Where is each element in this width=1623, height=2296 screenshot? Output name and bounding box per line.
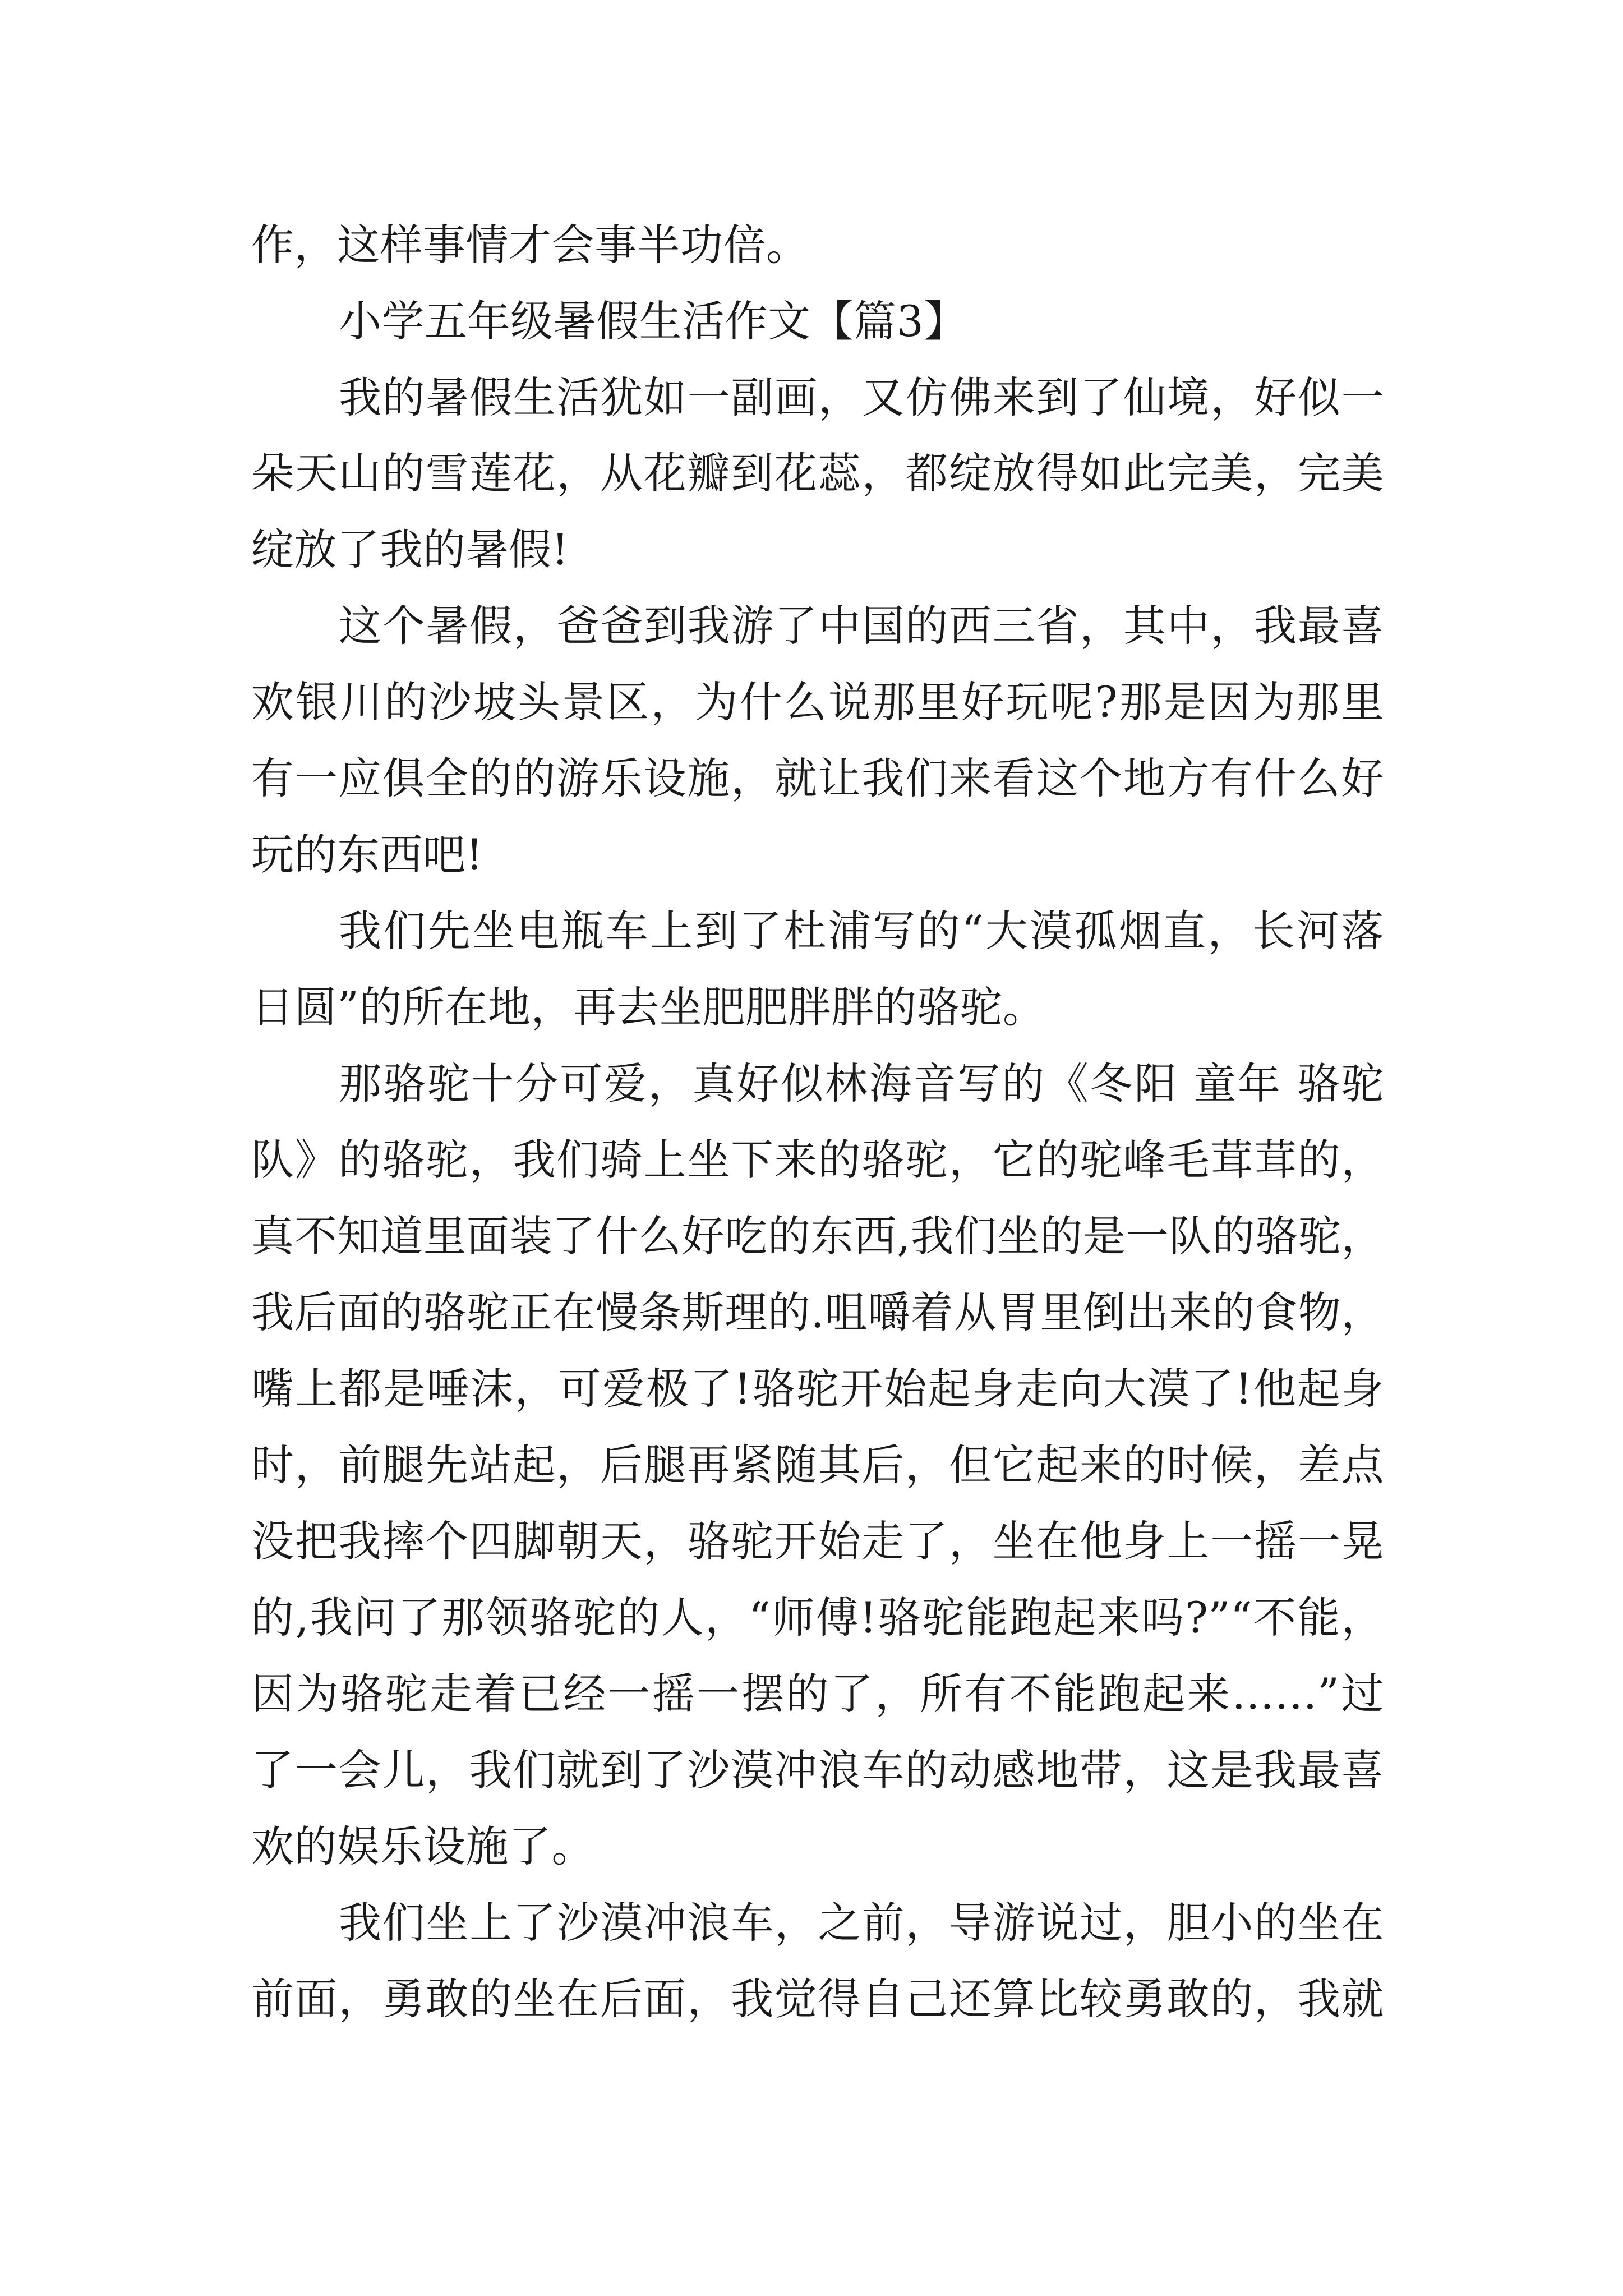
text-line: 真不知道里面装了什么好吃的东西,我们坐的是一队的骆驼， <box>251 1211 1384 1261</box>
text-line: 没把我摔个四脚朝天，骆驼开始走了，坐在他身上一摇一晃 <box>251 1516 1384 1566</box>
text-line: 我的暑假生活犹如一副画，又仿佛来到了仙境，好似一 <box>339 372 1384 422</box>
text-line: 朵天山的雪莲花，从花瓣到花蕊，都绽放得如此完美，完美 <box>251 448 1384 498</box>
text-line: 玩的东西吧! <box>251 830 483 880</box>
text-line: 欢的娱乐设施了。 <box>251 1821 594 1871</box>
text-line: 欢银川的沙坡头景区，为什么说那里好玩呢?那是因为那里 <box>251 677 1384 727</box>
text-line: 前面，勇敢的坐在后面，我觉得自己还算比较勇敢的，我就 <box>251 1974 1384 2024</box>
text-line: 那骆驼十分可爱，真好似林海音写的《冬阳 童年 骆驼 <box>339 1059 1384 1108</box>
text-line: 我们坐上了沙漠冲浪车，之前，导游说过，胆小的坐在 <box>339 1898 1384 1948</box>
text-line: 作，这样事情才会事半功倍。 <box>251 220 809 270</box>
text-line: 我后面的骆驼正在慢条斯理的.咀嚼着从胃里倒出来的食物， <box>251 1287 1384 1337</box>
text-line: 因为骆驼走着已经一摇一摆的了，所有不能跑起来……”过 <box>251 1669 1384 1719</box>
text-line: 这个暑假，爸爸到我游了中国的西三省，其中，我最喜 <box>339 601 1384 651</box>
text-line: 嘴上都是唾沫，可爱极了!骆驼开始起身走向大漠了!他起身 <box>251 1364 1384 1414</box>
text-line: 日圆”的所在地，再去坐肥肥胖胖的骆驼。 <box>251 982 1046 1032</box>
text-line: 了一会儿，我们就到了沙漠冲浪车的动感地带，这是我最喜 <box>251 1745 1384 1795</box>
text-line: 有一应俱全的的游乐设施，就让我们来看这个地方有什么好 <box>251 753 1384 803</box>
text-line: 时，前腿先站起，后腿再紧随其后，但它起来的时候，差点 <box>251 1440 1384 1490</box>
text-line: 的,我问了那领骆驼的人，“师傅!骆驼能跑起来吗?”“不能， <box>251 1593 1384 1642</box>
text-line: 绽放了我的暑假! <box>251 524 569 574</box>
text-line: 我们先坐电瓶车上到了杜浦写的“大漠孤烟直，长河落 <box>339 906 1384 956</box>
section-heading: 小学五年级暑假生活作文【篇3】 <box>339 296 967 346</box>
text-line: 队》的骆驼，我们骑上坐下来的骆驼，它的驼峰毛茸茸的， <box>251 1135 1384 1185</box>
